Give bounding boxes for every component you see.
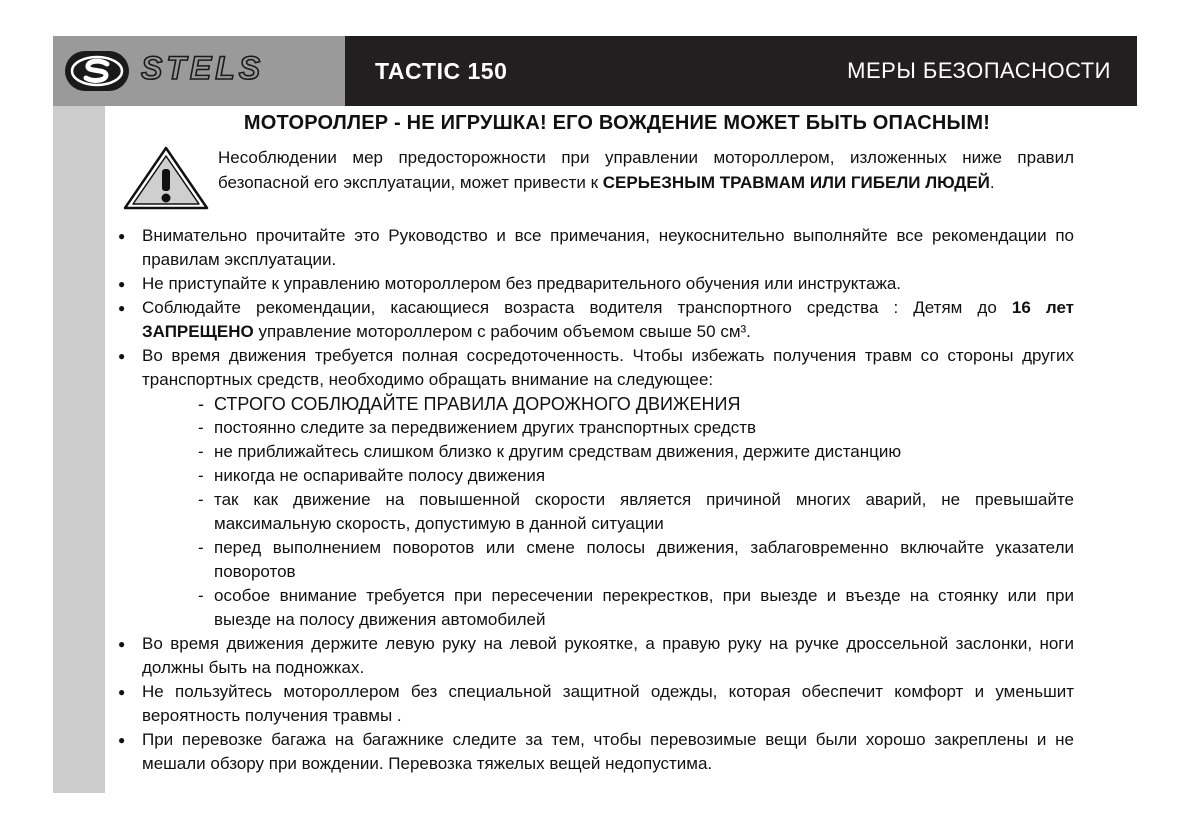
list-item bbox=[114, 296, 1074, 344]
sub-list-item: - постоянно следите за передвижением других транспортных средств bbox=[198, 416, 1074, 440]
warning-text-part: Несоблюдении мер предосторожности при управлении мотороллером, изложенных ниже правил безопасной его эксплуатации, может привести к bbox=[218, 148, 1074, 192]
logo-wordmark-icon bbox=[137, 52, 333, 91]
list-item-text: Соблюдайте рекомендации, касающиеся возраста водителя транспортного средства : Детям до bbox=[142, 298, 1012, 317]
safety-rules-list bbox=[114, 224, 1074, 776]
warning-triangle-icon bbox=[122, 145, 214, 216]
sub-list-item: - так как движение на повышенной скорости является причиной многих аварий, не превышайте максимальную скорость, допустимую в данной ситуации bbox=[198, 488, 1074, 536]
warning-text bbox=[218, 145, 1074, 195]
sub-list-item: - никогда не оспаривайте полосу движения bbox=[198, 464, 1074, 488]
section-title: МЕРЫ БЕЗОПАСНОСТИ bbox=[847, 58, 1111, 83]
warning-block bbox=[114, 145, 1074, 216]
side-bar bbox=[53, 106, 105, 793]
svg-text:STELS: STELS bbox=[141, 51, 265, 86]
sub-list-item: - особое внимание требуется при пересечении перекрестков, при выезде и въезде на стоянку или при выезде на полосу движения автомобилей bbox=[198, 584, 1074, 632]
page-content bbox=[114, 112, 1074, 776]
header-bar bbox=[345, 36, 1137, 106]
list-item: ● Не пользуйтесь мотороллером без специальной защитной одежды, которая обеспечит комфорт и уменьшит вероятность получения травмы . bbox=[114, 680, 1074, 728]
warning-text-bold: СЕРЬЕЗНЫМ ТРАВМАМ ИЛИ ГИБЕЛИ ЛЮДЕЙ bbox=[602, 173, 990, 192]
traffic-rules-sublist bbox=[198, 392, 1074, 632]
list-item: ● При перевозке багажа на багажнике следите за тем, чтобы перевозимые вещи были хорошо закреплены и не мешали обзору при вождении. Перевозка тяжелых вещей недопустима. bbox=[114, 728, 1074, 776]
list-item-bold: 16 лет ЗАПРЕЩЕНО bbox=[142, 298, 1075, 341]
sub-list-item: - не приближайтесь слишком близко к другим средствам движения, держите дистанцию bbox=[198, 440, 1074, 464]
brand-logo bbox=[53, 36, 345, 106]
sub-list-item: - перед выполнением поворотов или смене полосы движения, заблаговременно включайте указатели поворотов bbox=[198, 536, 1074, 584]
logo-s-emblem-icon bbox=[65, 51, 129, 91]
headline: МОТОРОЛЛЕР - НЕ ИГРУШКА! ЕГО ВОЖДЕНИЕ МОЖЕТ БЫТЬ ОПАСНЫМ! bbox=[243, 112, 991, 134]
model-name: TACTIC 150 bbox=[375, 57, 508, 84]
list-item bbox=[114, 344, 1074, 632]
list-item-text: Во время движения требуется полная сосредоточенность. Чтобы избежать получения травм со стороны других транспортных средств, необходимо обращать внимание на следующее: bbox=[142, 346, 1074, 389]
list-item: ● Внимательно прочитайте это Руководство и все примечания, неукоснительно выполняйте все рекомендации по правилам эксплуатации. bbox=[114, 224, 1074, 272]
list-item: ● Во время движения держите левую руку на левой рукоятке, а правую руку на ручке дроссельной заслонки, ноги должны быть на подножках. bbox=[114, 632, 1074, 680]
warning-text-end: . bbox=[989, 173, 995, 192]
list-item-text: управление мотороллером с рабочим объемом свыше 50 см³. bbox=[253, 322, 751, 341]
sub-list-item: - СТРОГО СОБЛЮДАЙТЕ ПРАВИЛА ДОРОЖНОГО ДВИЖЕНИЯ bbox=[198, 392, 1074, 416]
list-item: ● Не приступайте к управлению мотороллером без предварительного обучения или инструктажа. bbox=[114, 272, 1074, 296]
page-header bbox=[53, 36, 1137, 106]
